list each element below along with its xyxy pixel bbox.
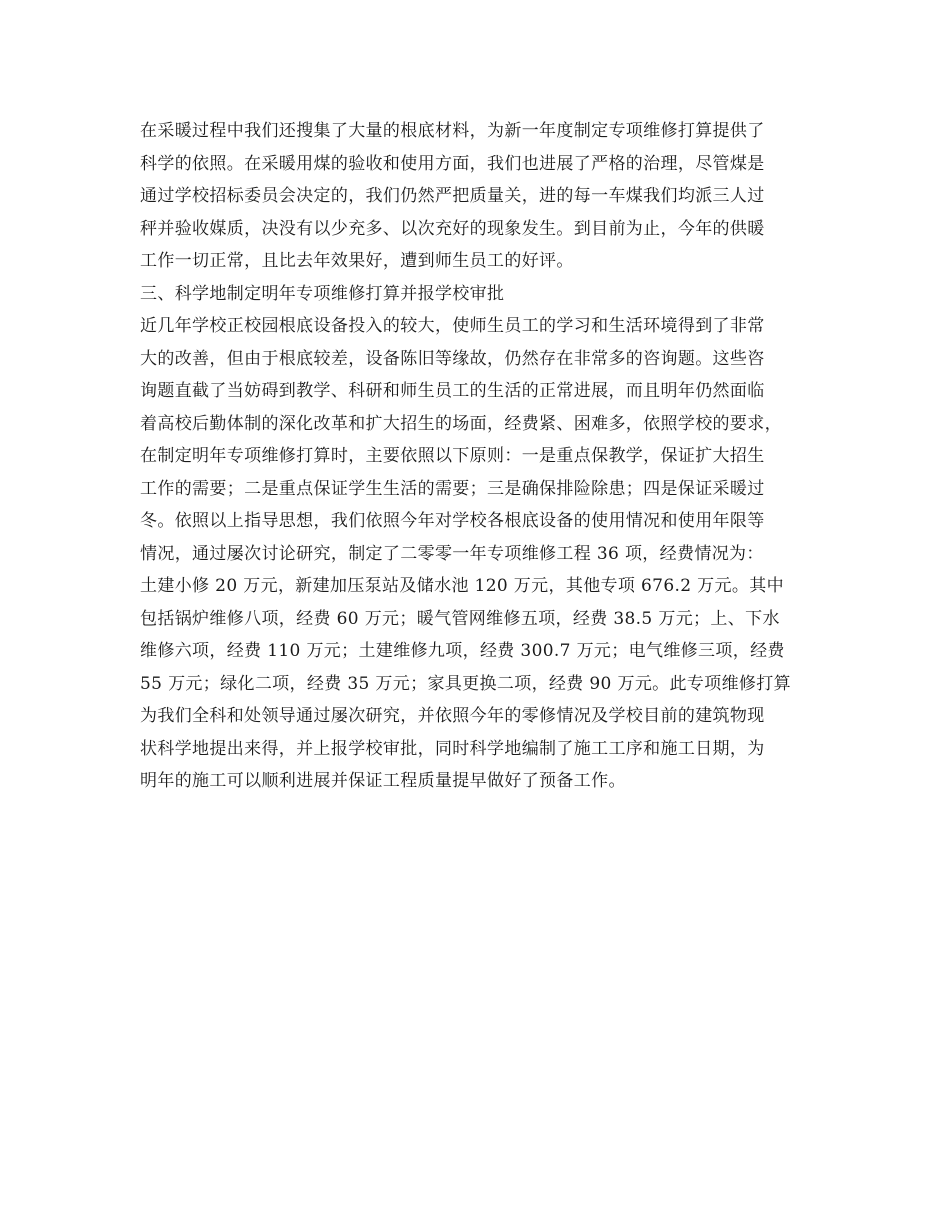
text-line: 秤并验收媒质，决没有以少充多、以次充好的现象发生。到目前为止，今年的供暖 (140, 218, 765, 239)
text-line: 土建小修 20 万元，新建加压泵站及储水池 120 万元，其他专项 676.2 万元。其中 (140, 576, 784, 596)
text-line: 在采暖过程中我们还搜集了大量的根底材料，为新一年度制定专项维修打算提供了 (140, 121, 765, 141)
text-line: 工作一切正常，且比去年效果好，遭到师生员工的好评。 (140, 251, 574, 271)
text-line: 大的改善，但由于根底较差，设备陈旧等缘故，仍然存在非常多的咨询题。这些咨 (140, 348, 765, 369)
text-line: 冬。依照以上指导思想，我们依照今年对学校各根底设备的使用情况和使用年限等 (140, 511, 765, 531)
text-line: 着高校后勤体制的深化改革和扩大招生的场面，经费紧、困难多，依照学校的要求， (140, 413, 782, 434)
text-line: 55 万元；绿化二项，经费 35 万元；家具更换二项，经费 90 万元。此专项维修打算 (140, 673, 791, 694)
text-line: 情况，通过屡次讨论研究，制定了二零零一年专项维修工程 36 项，经费情况为： (140, 543, 764, 564)
body-text (140, 115, 830, 798)
text-line: 在制定明年专项维修打算时，主要依照以下原则：一是重点保教学，保证扩大招生 (140, 446, 765, 466)
text-line: 状科学地提出来得，并上报学校审批，同时科学地编制了施工工序和施工日期，为 (140, 738, 765, 759)
text-line: 包括锅炉维修八项，经费 60 万元；暖气管网维修五项，经费 38.5 万元；上、下水 (140, 608, 780, 629)
text-line: 为我们全科和处领导通过屡次研究，并依照今年的零修情况及学校目前的建筑物现 (140, 706, 765, 726)
text-line: 工作的需要；二是重点保证学生生活的需要；三是确保排险除患；四是保证采暖过 (140, 478, 765, 499)
text-line: 科学的依照。在采暖用煤的验收和使用方面，我们也进展了严格的治理，尽管煤是 (140, 153, 765, 174)
text-line: 询题直截了当妨碍到教学、科研和师生员工的生活的正常进展，而且明年仍然面临 (140, 381, 765, 401)
text-line: 明年的施工可以顺利进展并保证工程质量提早做好了预备工作。 (140, 771, 626, 791)
text-line: 通过学校招标委员会决定的，我们仍然严把质量关，进的每一车煤我们均派三人过 (140, 186, 765, 206)
text-line: 近几年学校正校园根底设备投入的较大，使师生员工的学习和生活环境得到了非常 (140, 316, 765, 336)
text-line: 维修六项，经费 110 万元；土建维修九项，经费 300.7 万元；电气维修三项，经费 (140, 641, 785, 661)
section-heading: 三、科学地制定明年专项维修打算并报学校审批 (140, 283, 505, 304)
